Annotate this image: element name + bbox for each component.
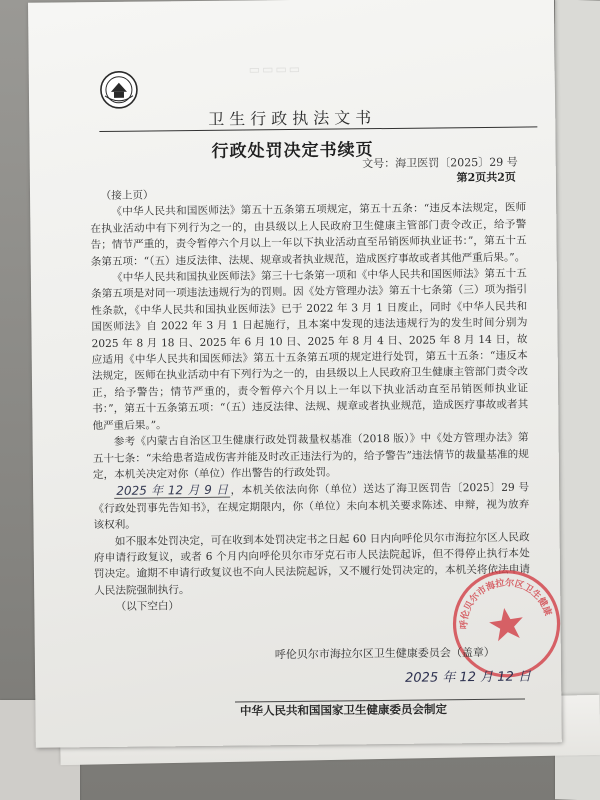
issuer-name: 呼伦贝尔市海拉尔区卫生健康委员会（盖章） bbox=[274, 645, 495, 662]
document-page bbox=[28, 0, 562, 748]
page-indicator: 第2页共2页 bbox=[456, 170, 516, 185]
paragraph-1: 《中华人民共和国医师法》第五十五条第五项规定，第五十五条：“违反本法规定，医师在执业活动中有下列行为之一的，由县级以上人民政府卫生健康主管部门责令改正，给予警告；情节严重的，责令暂停六个月以上一年以下执业活动直至吊销医师执业证书：”，第五十五条第五项：“（五）违反法律、法规、规章或者执业规范，造成医疗事故或者其他严重后果。”。 bbox=[90, 201, 527, 268]
paragraph-4-text: ，本机关依法向你（单位）送达了海卫医罚告〔2025〕29 号《行政处罚事先告知书》，在规定期限内，你（单位）未向本机关要求陈述、申辩，视为放弃该权利。 bbox=[93, 481, 530, 532]
handwritten-date: 2025 年 12 月 9 日 bbox=[114, 483, 230, 499]
seal-text: 呼伦贝尔市海拉尔区卫生健康委员会行政执法专用章 bbox=[458, 577, 554, 630]
document-title: 行政处罚决定书续页 bbox=[211, 140, 374, 162]
signature-date: 2025 年 12 月 12 日 bbox=[405, 669, 532, 686]
continued-marker: （接上页） bbox=[100, 189, 154, 203]
footer-note: 中华人民共和国国家卫生健康委员会制定 bbox=[239, 702, 448, 718]
health-emblem-icon bbox=[99, 70, 139, 110]
bleed-through-text: ▭▭▭▭ bbox=[248, 61, 303, 77]
paragraph-3: 参考《内蒙古自治区卫生健康行政处罚裁量权基准（2018 版）》中《处方管理办法》第五十七条：“未给患者造成伤害并能及时改正违法行为的，给予警告”违法情节的裁量基准的规定，本机关决定对你（单位）作出警告的行政处罚。 bbox=[92, 431, 529, 482]
paragraph-2: 《中华人民共和国执业医师法》第三十七条第一项和《中华人民共和国医师法》第五十五条第五项是对同一项违法违规行为的罚则。因《处方管理办法》第五十七条第（三）项为指引性条款，《中华人民共和国执业医师法》已于 2022 年 3 月 1 日废止，同时《中华人民共和国医师法》自 2022 年 3 月 1 日起施行，且本案中发现的违法违规行为的发生时间分别为 2025 年 8 月 18 日、2025 年 6 月 10 日、2025 年 8 月 4 日、2025 年 8 月 14 日，故应适用《中华人民共和国医师法》第五十五条第五项的规定进行处罚，第五十五条：“违反本法规定，医师在执业活动中有下列行为之一的，由县级以上人民政府卫生健康主管部门责令改正，给予警告；情节严重的，责令暂停六个月以上一年以下执业活动直至吊销医师执业证书：”，第五十五条第五项：“（五）违反法律、法规、规章或者执业规范，造成医疗事故或者其他严重后果。”。 bbox=[91, 267, 529, 432]
document-body bbox=[90, 184, 530, 616]
blank-marker: （以下空白） bbox=[115, 600, 180, 614]
org-title: 卫生行政执法文书 bbox=[208, 108, 377, 129]
paragraph-5: 如不服本处罚决定，可在收到本处罚决定书之日起 60 日内向呼伦贝尔市海拉尔区人民政府申请行政复议，或者 6 个月内向呼伦贝尔市牙克石市人民法院起诉，但不得停止执行本处罚决定。逾期不申请行政复议也不向人民法院起诉，又不履行处罚决定的，本机关将依法申请人民法院强制执行。 bbox=[93, 531, 531, 597]
document-number: 文号：海卫医罚〔2025〕29 号 bbox=[362, 155, 518, 171]
paragraph-4 bbox=[93, 479, 530, 534]
